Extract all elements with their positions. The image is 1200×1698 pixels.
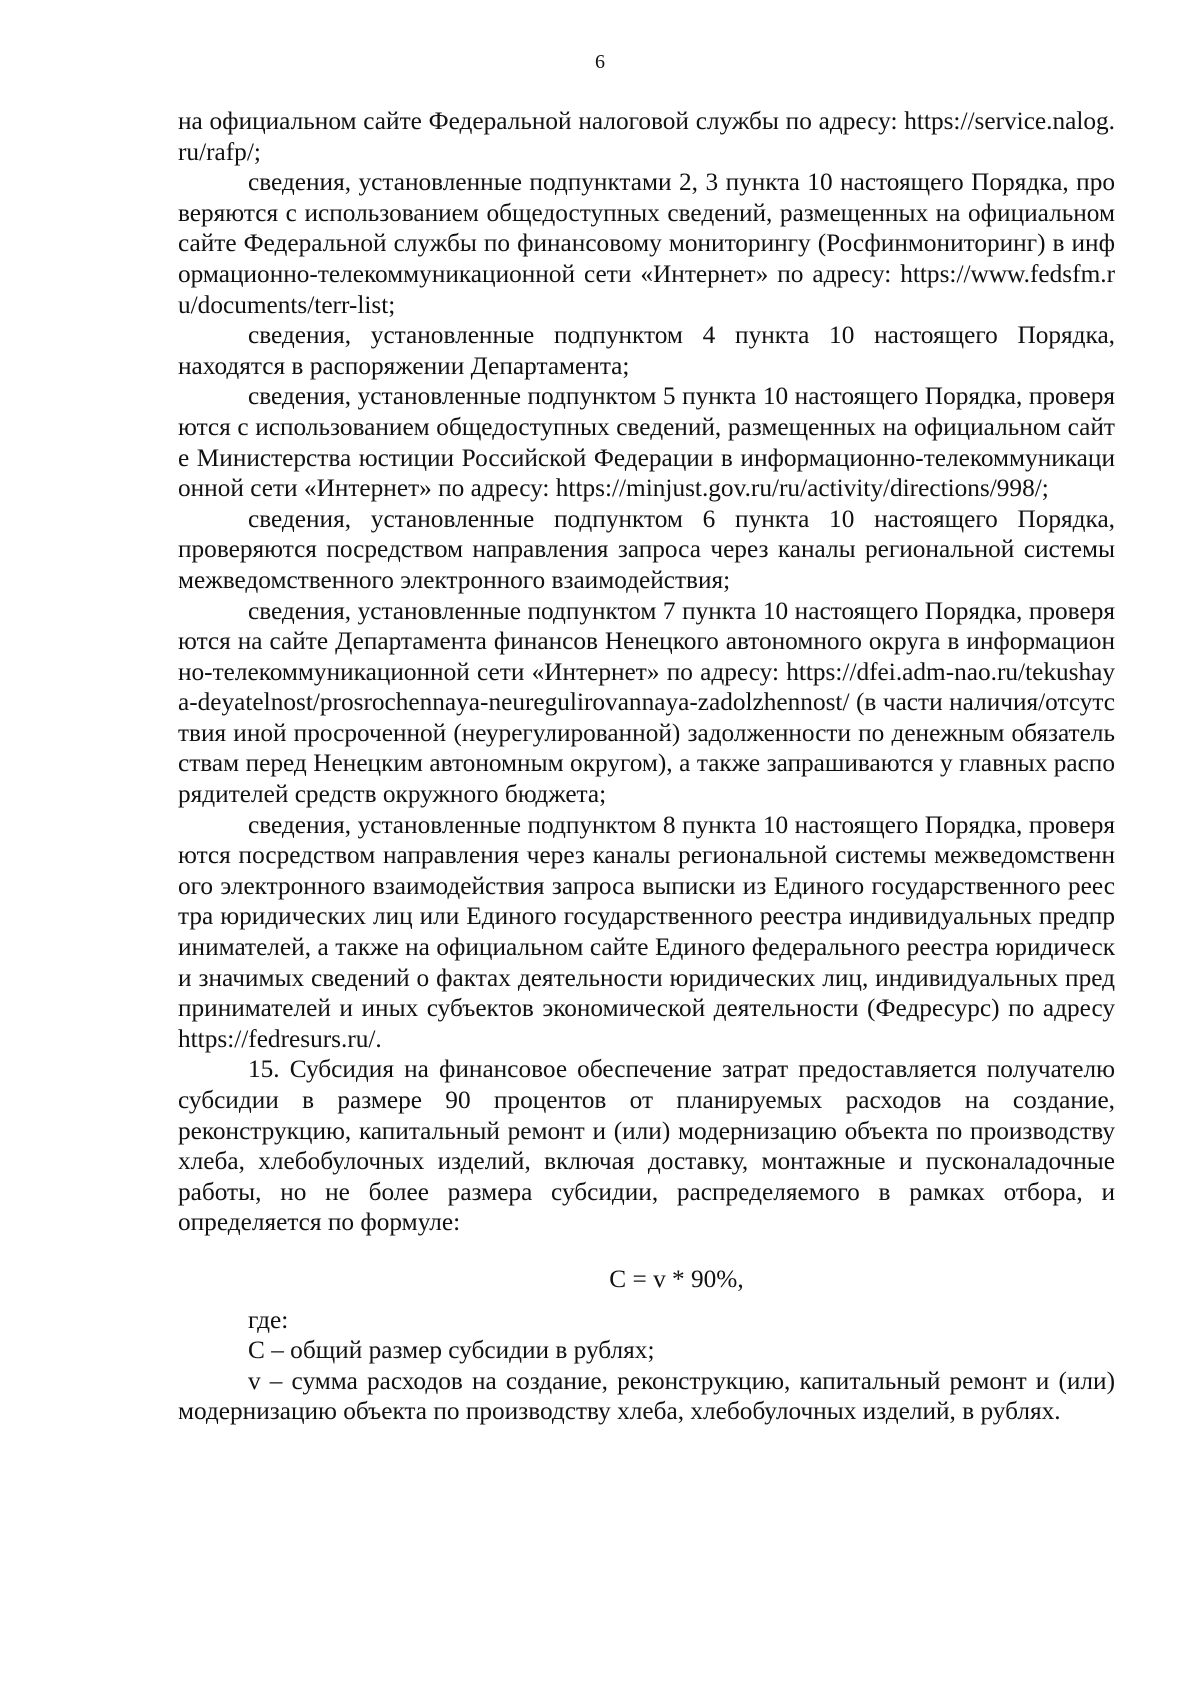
paragraph-2: сведения, установленные подпунктами 2, 3 пункта 10 настоящего Порядка, проверяются с использованием общедоступных сведений, размещенных на официальном сайте Федеральной службы по финансовому мониторингу (Росфинмониторинг) в информационно-телекоммуникационной сети «Интернет» по адресу: https://www.fedsfm.ru/documents/terr-list;: [178, 168, 1115, 319]
paragraph-7: сведения, установленные подпунктом 8 пункта 10 настоящего Порядка, проверяются посредством направления через каналы региональной системы межведомственного электронного взаимодействия запроса выписки из Единого государственного реестра юридических лиц или Единого государственного реестра индивидуальных предпринимателей, а также на официальном сайте Единого федерального реестра юридически значимых сведений о фактах деятельности юридических лиц, индивидуальных предпринимателей и иных субъектов экономической деятельности (Федресурс) по адресу https://fedresurs.ru/.: [178, 810, 1115, 1053]
paragraph-3: сведения, установленные подпунктом 4 пункта 10 настоящего Порядка, находятся в распоряжении Департамента;: [178, 321, 1115, 380]
paragraph-15: 15. Субсидия на финансовое обеспечение затрат предоставляется получателю субсидии в размере 90 процентов от планируемых расходов на создание, реконструкцию, капитальный ремонт и (или) модернизацию объекта по производству хлеба, хлебобулочных изделий, включая доставку, монтажные и пусконаладочные работы, но не более размера субсидии, распределяемого в рамках отбора, и определяется по формуле:: [178, 1055, 1115, 1237]
paragraph-6: сведения, установленные подпунктом 7 пункта 10 настоящего Порядка, проверяются на сайте Департамента финансов Ненецкого автономного округа в информационно-телекоммуникационной сети «Интернет» по адресу: https://dfei.adm-nao.ru/tekushaya-deyatelnost/prosrochennaya-neuregulirovannaya-zadolzhennost/ (в части наличия/отсутствия иной просроченной (неурегулированной) задолженности по денежным обязательствам перед Ненецким автономным округом), а также запрашиваются у главных распорядителей средств окружного бюджета;: [178, 596, 1115, 809]
paragraph-1: на официальном сайте Федеральной налоговой службы по адресу: https://service.nalog.ru/rafp/;: [178, 107, 1115, 166]
document-body: [178, 106, 1115, 1427]
paragraph-5: сведения, установленные подпунктом 6 пункта 10 настоящего Порядка, проверяются посредством направления запроса через каналы региональной системы межведомственного электронного взаимодействия;: [178, 504, 1115, 594]
subsidy-formula: С = v * 90%,: [609, 1264, 744, 1293]
page-number: 6: [595, 51, 605, 73]
definition-v: v – сумма расходов на создание, реконструкцию, капитальный ремонт и (или) модернизацию объекта по производству хлеба, хлебобулочных изделий, в рублях.: [178, 1366, 1115, 1426]
paragraph-4: сведения, установленные подпунктом 5 пункта 10 настоящего Порядка, проверяются с использованием общедоступных сведений, размещенных на официальном сайте Министерства юстиции Российской Федерации в информационно-телекоммуникационной сети «Интернет» по адресу: https://minjust.gov.ru/ru/activity/directions/998/;: [178, 382, 1115, 503]
definition-c: С – общий размер субсидии в рублях;: [248, 1336, 655, 1365]
where-label: где:: [248, 1305, 289, 1334]
